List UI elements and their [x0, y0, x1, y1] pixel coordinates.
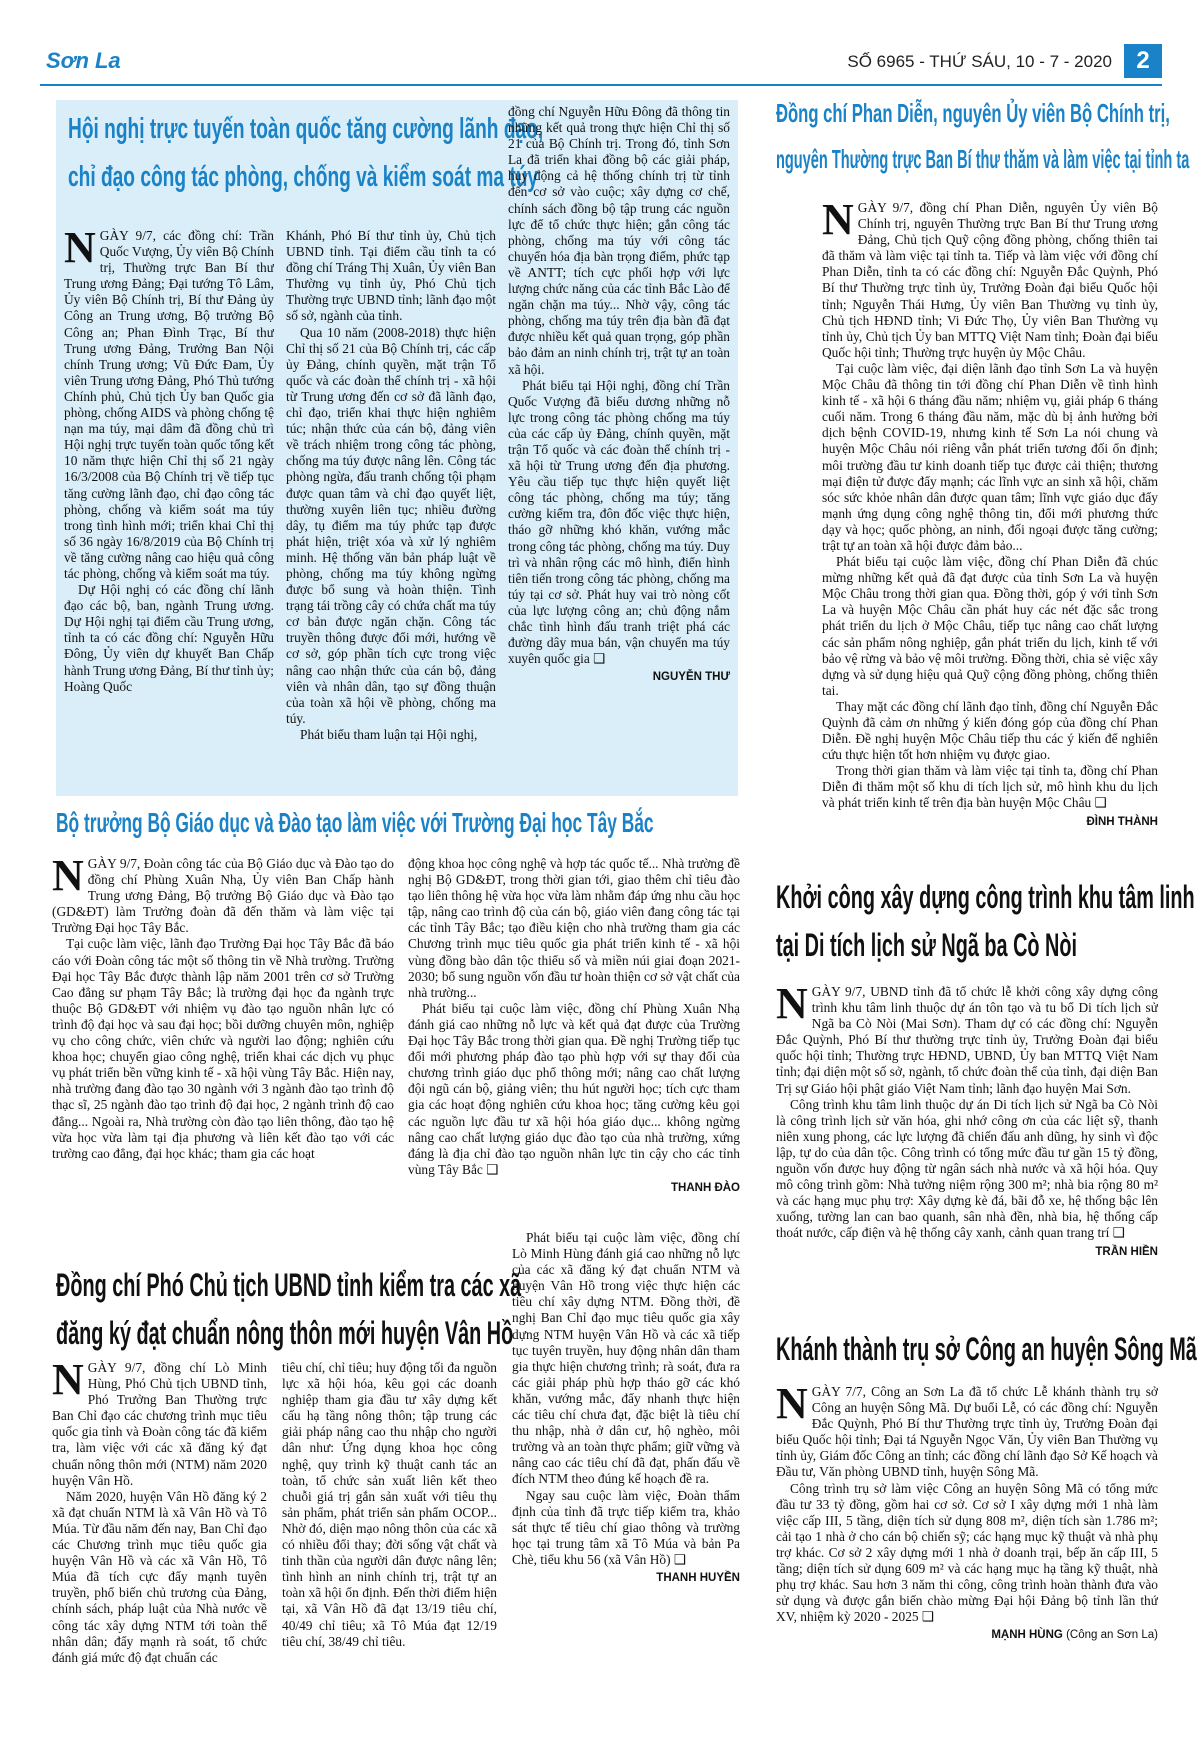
- education-col2-p1: động khoa học công nghệ và hợp tác quốc tế... Nhà trường đề nghị Bộ GD&ĐT, trong thời gian tới, giao thêm chỉ tiêu đào tạo liên thông hệ vừa học vừa làm nhằm đáp ứng nhu cầu học tập, nâng cao trình độ của cán bộ, giáo viên đang công tác tại các tỉnh Tây Bắc; tạo điều kiện cho nhà trường tham gia các Chương trình mục tiêu quốc gia phát triển kinh tế - xã hội vùng đồng bào dân tộc thiểu số và miền núi giai đoạn 2021-2030; bổ sung nguồn vốn đầu tư hoàn thiện cơ sở vật chất của nhà trường...: [408, 856, 740, 1000]
- countryside-col3-p2: Ngay sau cuộc làm việc, Đoàn thẩm định của tỉnh đã trực tiếp kiểm tra, khảo sát thực tế tiêu chí giao thông và trường học tại trung tâm xã Tô Múa và bản Pa Chè, tiểu khu 56 (xã Vân Hồ) ❑: [512, 1487, 740, 1567]
- education-col-1: [52, 856, 394, 1256]
- drug-col-3: [508, 104, 730, 788]
- police-byline-name: MẠNH HÙNG: [991, 1629, 1063, 1642]
- drug-col-2: [286, 228, 496, 788]
- countryside-byline: THANH HUYỀN: [656, 1571, 740, 1584]
- phan-dien-p4: Thay mặt các đồng chí lãnh đạo tỉnh, đồng chí Nguyễn Đắc Quỳnh đã cảm ơn những ý kiến đóng góp của đồng chí Phan Diễn. Đề nghị huyện Mộc Châu tiếp thu các ý kiến để nghiên cứu thực hiện tốt hơn nhiệm vụ được giao.: [822, 698, 1158, 763]
- education-article: [52, 856, 742, 1256]
- education-col1-p1: GÀY 9/7, Đoàn công tác của Bộ Giáo dục và Đào tạo do đồng chí Phùng Xuân Nhạ, Ủy viên Ban Chấp hành Trung ương Đảng, Bộ trưởng Bộ Giáo dục và Đào tạo (GD&ĐT) làm Trưởng đoàn đã đến thăm và làm việc tại Trường Đại học Tây Bắc.: [52, 856, 394, 936]
- police-p1: GÀY 7/7, Công an Sơn La đã tổ chức Lễ khánh thành trụ sở Công an huyện Sông Mã. Dự buổi Lễ, có các đồng chí: Nguyễn Đắc Quỳnh, Phó Bí thư Thường trực tỉnh ủy, Trưởng Đoàn đại biểu Quốc hội tỉnh; Đại tá Nguyễn Ngọc Văn, Ủy viên Ban Thường vụ tỉnh ủy, Giám đốc Công an tỉnh; các đồng chí lãnh đạo Sở Kế hoạch và Đầu tư, Văn phòng UBND tỉnh, huyện Sông Mã.: [776, 1384, 1158, 1480]
- drug-article-title-1: Hội nghị trực tuyến toàn quốc tăng cường lãnh đạo,: [68, 113, 544, 145]
- memorial-title-2: tại Di tích lịch sử Ngã ba Cò Nòi: [776, 927, 1077, 963]
- drug-article-title-2: chỉ đạo công tác phòng, chống và kiểm soát ma túy: [68, 161, 539, 193]
- education-byline: THANH ĐÀO: [671, 1181, 740, 1194]
- dropcap: N: [64, 228, 96, 272]
- countryside-col-2: [282, 1360, 497, 1748]
- countryside-col2-p1: tiêu chí, chỉ tiêu; huy động tối đa nguồn lực xã hội hóa, kêu gọi các doanh nghiệp tham gia đầu tư xây dựng kết cấu hạ tầng nông thôn; tập trung các giải pháp nâng cao thu nhập cho người dân như: Ứng dụng khoa học công nghệ, quy trình kỹ thuật canh tác an toàn, tổ chức sản xuất liên kết theo chuỗi giá trị gắn sản xuất với tiêu thụ sản phẩm, phát triển sản phẩm OCOP... Nhờ đó, diện mạo nông thôn của các xã có nhiều đổi thay; đời sống vật chất và tinh thần của người dân được nâng lên; tình hình an ninh chính trị, trật tự an toàn xã hội ổn định. Đến thời điểm hiện tại, xã Vân Hồ đã đạt 13/19 tiêu chí, 40/49 chỉ tiêu; xã Tô Múa đạt 12/19 tiêu chí, 38/49 chỉ tiêu.: [282, 1360, 497, 1649]
- phan-dien-byline: ĐÌNH THÀNH: [1086, 815, 1158, 828]
- police-title: Khánh thành trụ sở Công an huyện Sông Mã: [776, 1331, 1197, 1367]
- dropcap: N: [776, 1384, 808, 1428]
- dropcap: N: [822, 200, 854, 244]
- memorial-p1: GÀY 9/7, UBND tỉnh đã tổ chức lễ khởi công xây dựng công trình khu tâm linh thuộc dự án tôn tạo và tu bổ Di tích lịch sử Ngã ba Cò Nòi (Mai Sơn). Tham dự có các đồng chí: Nguyễn Đắc Quỳnh, Phó Bí thư thường trực tỉnh ủy, Trưởng Đoàn đại biểu quốc hội tỉnh; Thường trực HĐND, UBND, Ủy ban MTTQ Việt Nam tỉnh; đại diện một số sở, ngành, tổ chức đoàn thể của tỉnh, đại diện Ban Trị sự Giáo hội phật giáo Việt Nam tỉnh; lãnh đạo huyện Mai Sơn.: [776, 984, 1158, 1096]
- drug-article: [64, 104, 734, 792]
- countryside-col1-p1: GÀY 9/7, đồng chí Lò Minh Hùng, Phó Chủ tịch UBND tỉnh, Phó Trưởng Ban Thường trực Ban Chỉ đạo các chương trình mục tiêu quốc gia tỉnh và Đoàn công tác đã kiểm tra, làm việc với các xã đăng ký đạt chuẩn nông thôn mới (NTM) năm 2020 huyện Vân Hồ.: [52, 1360, 267, 1488]
- page-header: [40, 44, 1162, 80]
- countryside-col3-p1: Phát biểu tại cuộc làm việc, đồng chí Lò Minh Hùng đánh giá cao những nỗ lực của các xã đăng ký đạt chuẩn NTM và huyện Vân Hồ trong việc thực hiện các tiêu chí xây dựng NTM. Đồng thời, đề nghị Ban Chỉ đạo mục tiêu quốc gia xây dựng NTM huyện Vân Hồ và các xã tiếp tục tuyên truyền, huy động nhân dân tham gia thực hiện chương trình; rà soát, đưa ra các giải pháp phù hợp tháo gỡ các khó khăn, vướng mắc, đẩy nhanh thực hiện các tiêu chí chưa đạt, đặc biệt là tiêu chí thu nhập, nhà ở dân cư, hộ nghèo, môi trường và an toàn thực phẩm; giữ vững và nâng cao các tiêu chí đã đạt, phấn đấu về đích NTM theo đúng kế hoạch đề ra.: [512, 1230, 740, 1487]
- memorial-title-1: Khởi công xây dựng công trình khu tâm linh: [776, 879, 1195, 915]
- countryside-title-1: Đồng chí Phó Chủ tịch UBND tỉnh kiểm tra các xã: [56, 1267, 522, 1303]
- issue-info: SỐ 6965 - THỨ SÁU, 10 - 7 - 2020: [847, 52, 1112, 71]
- section-name: Sơn La: [46, 48, 121, 73]
- drug-col2-p3: Phát biểu tham luận tại Hội nghị,: [300, 726, 478, 742]
- dropcap: N: [52, 1360, 84, 1404]
- drug-col3-p2: Phát biểu tại Hội nghị, đồng chí Trần Quốc Vượng đã biểu dương những nỗ lực trong công tác phòng chống ma túy của các cấp ủy Đảng, chính quyền, mặt trận Tổ quốc và các đoàn thể chính trị - xã hội từ Trung ương đến địa phương. Yêu cầu tiếp tục thực hiện quyết liệt công tác phòng, chống ma túy; tăng cường kiểm tra, đôn đốc việc thực hiện, tháo gỡ những khó khăn, vướng mắc trong công tác phòng, chống ma túy. Duy trì và nhân rộng các mô hình, điển hình tiên tiến trong công tác phòng, chống ma túy tại cơ sở. Phát huy vai trò nòng cốt của lực lượng công an; chủ động nắm chắc tình hình đấu tranh triệt phá các đường dây mua bán, vận chuyển ma túy xuyên quốc gia ❑: [508, 377, 730, 667]
- countryside-article: [52, 1230, 742, 1750]
- police-byline-suffix: (Công an Sơn La): [1062, 1629, 1158, 1642]
- police-byline: [776, 1627, 1158, 1643]
- police-p2: Công trình trụ sở làm việc Công an huyện Sông Mã có tổng mức đầu tư 33 tỷ đồng, gồm hai cơ sở. Cơ sở I xây dựng mới 1 nhà làm việc cấp III, 5 tầng, diện tích sử dụng 808 m², diện tích sàn 1.786 m²; cải tạo 1 nhà ở cho cán bộ chiến sỹ; các hạng mục kỹ thuật và nhà phụ trợ khác. Cơ sở 2 xây dựng mới 1 nhà ở doanh trại, bếp ăn cấp III, 5 tầng; diện tích sử dụng 609 m² và các hạng mục hạ tầng kỹ thuật, nhà phụ trợ khác. Sau hơn 3 năm thi công, công trình hoàn thành đưa vào sử dụng và được gắn biển chào mừng Đại hội Đảng bộ tỉnh lần thứ XV, nhiệm kỳ 2020 - 2025 ❑: [776, 1480, 1158, 1625]
- police-col: [776, 1384, 1158, 1748]
- phan-dien-p5: Trong thời gian thăm và làm việc tại tỉnh ta, đồng chí Phan Diễn đi thăm một số khu di tích lịch sử, mô hình khu du lịch và phát triển kinh tế trên địa bàn huyện Mộc Châu ❑: [822, 763, 1158, 811]
- drug-col2-p1: Khánh, Phó Bí thư tỉnh ủy, Chủ tịch UBND tỉnh. Tại điểm cầu tỉnh ta có đồng chí Tráng Thị Xuân, Ủy viên Ban Thường vụ tỉnh ủy, Phó Chủ tịch Thường trực UBND tỉnh; lãnh đạo một số sở, ngành của tỉnh.: [286, 228, 496, 324]
- drug-col3-p1: đồng chí Nguyễn Hữu Đông đã thông tin những kết quả trong thực hiện Chỉ thị số 21 của Bộ Chính trị. Trong đó, tỉnh Sơn La đã triển khai đồng bộ các giải pháp, huy động cả hệ thống chính trị từ tỉnh đến cơ sở vào cuộc; xây dựng cơ chế, chính sách đồng bộ tập trung các nguồn lực để tổ chức thực hiện; gắn công tác phòng, chống ma túy với công tác chuyển hóa địa bàn trọng điểm, phức tạp về ANTT; tích cực phối hợp với lực lượng chức năng của các tỉnh Bắc Lào để ngăn chặn ma túy... Nhờ vậy, công tác phòng, chống ma túy trên địa bàn đã đạt được nhiều kết quả quan trọng, góp phần bảo đảm an ninh chính trị, trật tự an toàn xã hội.: [508, 104, 730, 377]
- phan-dien-p1: GÀY 9/7, đồng chí Phan Diễn, nguyên Ủy viên Bộ Chính trị, nguyên Thường trực Ban Bí thư Trung ương Đảng, Chủ tịch Quỹ cộng đồng phòng, chống thiên tai đã thăm và làm việc tại tỉnh ta. Tiếp và làm việc với đồng chí Phan Diễn, tỉnh ta có các đồng chí: Nguyễn Đắc Quỳnh, Phó Bí thư Thường trực tỉnh ủy, Trưởng Đoàn đại biểu Quốc hội tỉnh; Nguyễn Thái Hưng, Ủy viên Ban Thường vụ tỉnh ủy, Chủ tịch HĐND tỉnh; Vi Đức Thọ, Ủy viên Ban Thường vụ tỉnh ủy, Chủ tịch Ủy ban MTTQ Việt Nam tỉnh; Đoàn đại biểu Quốc hội tỉnh; Thường trực huyện ủy Mộc Châu.: [822, 200, 1158, 360]
- countryside-title-2: đăng ký đạt chuẩn nông thôn mới huyện Vân Hồ: [56, 1315, 514, 1351]
- education-col-2: [408, 856, 740, 1256]
- police-article: [776, 1384, 1158, 1748]
- memorial-p2: Công trình khu tâm linh thuộc dự án Di tích lịch sử Ngã ba Cò Nòi là công trình lịch sử văn hóa, ghi nhớ công ơn của các liệt sỹ, thanh niên xung phong, các lực lượng đã chiến đấu anh dũng, hy sinh vì độc lập, tự do của dân tộc. Công trình có tổng mức đầu tư gần 15 tỷ đồng, nguồn vốn được huy động từ ngân sách nhà nước và xã hội hóa. Quy mô công trình gồm: Nhà tưởng niệm rộng 300 m²; nhà bia rộng 80 m² và các hạng mục phụ trợ: Xây dựng kè đá, bãi đỗ xe, hệ thống bậc lên xuống, tường lan can bao quanh, sân nhà đền, nhà bia, hệ thống cấp thoát nước, cấp điện và hệ thống cây xanh, cảnh quan trang trí ❑: [776, 1096, 1158, 1241]
- header-rule: [40, 84, 1162, 86]
- phan-dien-title-2: nguyên Thường trực Ban Bí thư thăm và làm việc tại tỉnh ta: [776, 144, 1190, 174]
- phan-dien-p3: Phát biểu tại cuộc làm việc, đồng chí Phan Diễn đã chúc mừng những kết quả đã đạt được của tỉnh Sơn La và huyện Mộc Châu trong thời gian qua. Đồng thời, góp ý với tỉnh Sơn La và huyện Mộc Châu cần phát huy các nét đặc sắc trong phát triển du lịch ở Mộc Châu, tiếp tục nâng cao chất lượng các sản phẩm nông nghiệp, gắn phát triển du lịch, kinh tế với bảo vệ rừng và bảo vệ môi trường. Đồng thời, chia sẻ việc xây dựng và sử dụng hiệu quả Quỹ cộng đồng phòng, chống thiên tai.: [822, 554, 1158, 698]
- memorial-col: [776, 984, 1158, 1312]
- page-number: 2: [1124, 44, 1162, 78]
- countryside-col1-p2: Năm 2020, huyện Vân Hồ đăng ký 2 xã đạt chuẩn NTM là xã Vân Hồ và Tô Múa. Từ đầu năm đến nay, Ban Chỉ đạo các Chương trình mục tiêu quốc gia huyện Vân Hồ và các xã Vân Hồ, Tô Múa đã tích cực đẩy mạnh tuyên truyền, phổ biến chủ trương của Đảng, chính sách, pháp luật của Nhà nước về công tác xây dựng NTM tới toàn thể nhân dân; đẩy mạnh rà soát, tổ chức đánh giá mức độ đạt chuẩn các: [52, 1488, 267, 1665]
- drug-col-1: [64, 228, 274, 788]
- dropcap: N: [52, 856, 84, 900]
- memorial-article: [776, 984, 1158, 1312]
- memorial-byline: TRẦN HIỀN: [1095, 1245, 1158, 1258]
- phan-dien-p2: Tại cuộc làm việc, đại diện lãnh đạo tỉnh Sơn La và huyện Mộc Châu đã thông tin tới đồng chí Phan Diễn về tình hình kinh tế - xã hội 6 tháng đầu năm; nhiệm vụ, giải pháp 6 tháng cuối năm. Trong 6 tháng đầu năm, mặc dù bị ảnh hưởng bởi dịch bệnh COVID-19, nhưng kinh tế Sơn La nói chung và huyện Mộc Châu nói riêng vẫn phát triển tương đối ổn định; môi trường đầu tư kinh doanh tiếp tục được cải thiện; thương mại điện tử được đẩy mạnh; các lĩnh vực an sinh xã hội, chăm sóc sức khỏe nhân dân được quan tâm; lĩnh vực giáo dục đẩy mạnh ứng dụng công nghệ thông tin, đổi mới phương thức dạy và học; quốc phòng, an ninh, đối ngoại được tăng cường; trật tự an toàn xã hội được đảm bảo...: [822, 360, 1158, 553]
- countryside-col-1: [52, 1360, 267, 1748]
- education-title: Bộ trưởng Bộ Giáo dục và Đào tạo làm việc với Trường Đại học Tây Bắc: [56, 807, 654, 838]
- dropcap: N: [776, 984, 808, 1028]
- education-col1-p2: Tại cuộc làm việc, lãnh đạo Trường Đại học Tây Bắc đã báo cáo với Đoàn công tác một số thông tin về Nhà trường. Trường Đại học Tây Bắc được thành lập năm 2001 trên cơ sở Trường Cao đẳng sư phạm Tây Bắc; là trường đại học đa ngành trực thuộc Bộ GD&ĐT với nhiệm vụ đào tạo nguồn nhân lực có trình độ đại học và sau đại học; bồi dưỡng chuyên môn, nghiệp vụ cho công chức, viên chức và người lao động; nghiên cứu khoa học; chuyển giao công nghệ, triển khai các dịch vụ phục vụ phát triển bền vững kinh tế - xã hội vùng Tây Bắc. Hiện nay, nhà trường đang đào tạo 30 ngành với 3 ngành đào tạo trình độ thạc sĩ, 25 ngành đào tạo trình độ đại học, 2 ngành trình độ cao đẳng... Ngoài ra, Nhà trường còn đào tạo liên thông, đào tạo hệ vừa học vừa làm tại địa phương và liên kết đào tạo với các trường cao đẳng, đại học khác; tham gia các hoạt: [52, 936, 394, 1161]
- drug-col2-p2: Qua 10 năm (2008-2018) thực hiện Chỉ thị số 21 của Bộ Chính trị, các cấp ủy Đảng, chính quyền, mặt trận Tổ quốc và các đoàn thể chính trị - xã hội từ Trung ương đến cơ sở đã lãnh đạo, chỉ đạo, triển khai thực hiện nghiêm túc; nhận thức của cán bộ, đảng viên về trách nhiệm trong công tác phòng, chống ma túy được nâng lên. Công tác phòng ngừa, đấu tranh chống tội phạm được quan tâm và chỉ đạo quyết liệt, thường xuyên liên tục; nhiều đường dây, tụ điểm ma túy phức tạp được phát hiện, triệt xóa và xử lý nghiêm minh. Hệ thống văn bản pháp luật về phòng, chống ma túy không ngừng được bổ sung và hoàn thiện. Tình trạng tái trồng cây có chứa chất ma túy cơ bản được ngăn chặn. Công tác truyền thông được đổi mới, hướng về cơ sở, góp phần tích cực trong việc nâng cao nhận thức của cán bộ, đảng viên và nhân dân, tạo sự đồng thuận của toàn xã hội về phòng, chống ma túy.: [286, 324, 496, 726]
- drug-col1-p2: Dự Hội nghị có các đồng chí lãnh đạo các bộ, ban, ngành Trung ương. Dự Hội nghị tại điểm cầu Trung ương, tỉnh ta có các đồng chí: Nguyễn Hữu Đông, Ủy viên dự khuyết Ban Chấp hành Trung ương Đảng, Bí thư tỉnh ủy; Hoàng Quốc: [64, 582, 274, 694]
- education-col2-p2: Phát biểu tại cuộc làm việc, đồng chí Phùng Xuân Nhạ đánh giá cao những nỗ lực và kết quả đạt được của Trường Đại học Tây Bắc trong thời gian qua. Đề nghị Trường tiếp tục đổi mới phương pháp đào tạo phù hợp với sự thay đổi của chương trình giáo dục phổ thông mới; nâng cao chất lượng đội ngũ cán bộ, giảng viên; thu hút người học; tích cực tham gia các hoạt động nghiên cứu khoa học; tăng cường kêu gọi các nguồn lực đầu tư xã hội hóa giáo dục... không ngừng nâng cao chất lượng giáo dục đào tạo của nhà trường, xứng đáng là địa chỉ đào tạo nguồn nhân lực tin cậy cho các tỉnh vùng Tây Bắc ❑: [408, 1000, 740, 1177]
- phan-dien-col: [822, 200, 1158, 860]
- phan-dien-article: [822, 200, 1158, 860]
- phan-dien-title-1: Đồng chí Phan Diễn, nguyên Ủy viên Bộ Chính trị,: [776, 98, 1170, 128]
- drug-col1-p1: GÀY 9/7, các đồng chí: Trần Quốc Vượng, Ủy viên Bộ Chính trị, Thường trực Ban Bí thư Trung ương Đảng; Đại tướng Tô Lâm, Ủy viên Bộ Chính trị, Bí thư Đảng ủy Công an Trung ương, Bộ trưởng Bộ Công an; Phan Đình Trạc, Bí thư Trung ương Đảng, Trưởng Ban Nội chính Trung ương; Vũ Đức Đam, Ủy viên Trung ương Đảng, Phó Thủ tướng Chính phủ, Chủ tịch Ủy ban Quốc gia phòng, chống AIDS và phòng chống tệ nạn ma túy, mại dâm đã đồng chủ trì Hội nghị trực tuyến toàn quốc tổng kết 10 năm thực hiện Chỉ thị số 21 ngày 16/3/2008 của Bộ Chính trị về tiếp tục tăng cường lãnh đạo, chỉ đạo công tác phòng, chống và kiểm soát ma túy trong tình hình mới; triển khai Chỉ thị số 36 ngày 16/8/2019 của Bộ Chính trị về tăng cường nâng cao hiệu quả công tác phòng, chống và kiểm soát ma túy.: [64, 228, 274, 581]
- drug-byline: NGUYỄN THƯ: [652, 671, 730, 684]
- countryside-col-3: [512, 1230, 740, 1748]
